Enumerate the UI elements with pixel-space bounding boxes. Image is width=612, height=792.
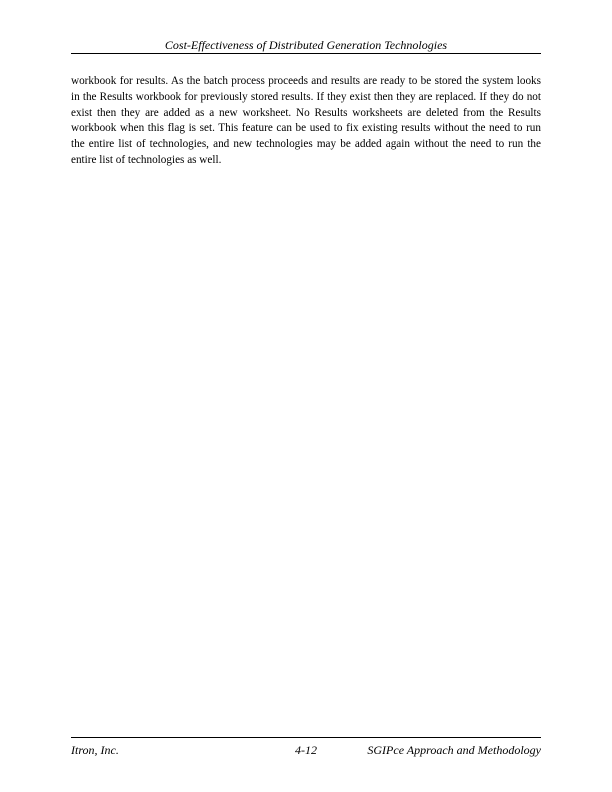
page-number: 4-12 — [295, 743, 317, 757]
body-paragraph: workbook for results. As the batch process proceeds and results are ready to be stored the system looks in the Results workbook for previously stored results. If they exist then they are replaced. If they do not exist then they are added as a new worksheet. No Results worksheets are deleted from the Results workbook when this flag is set. This feature can be used to fix existing results without the need to run the entire list of technologies, and new technologies may be added again without the need to run the entire list of technologies as well. — [71, 75, 541, 166]
footer-company: Itron, Inc. — [71, 743, 119, 757]
page-footer — [71, 743, 541, 757]
running-header-title: Cost-Effectiveness of Distributed Generation Technologies — [164, 38, 448, 52]
footer-section-title: SGIPce Approach and Methodology — [367, 743, 541, 757]
footer-rule — [71, 737, 541, 738]
header-rule — [71, 53, 541, 54]
